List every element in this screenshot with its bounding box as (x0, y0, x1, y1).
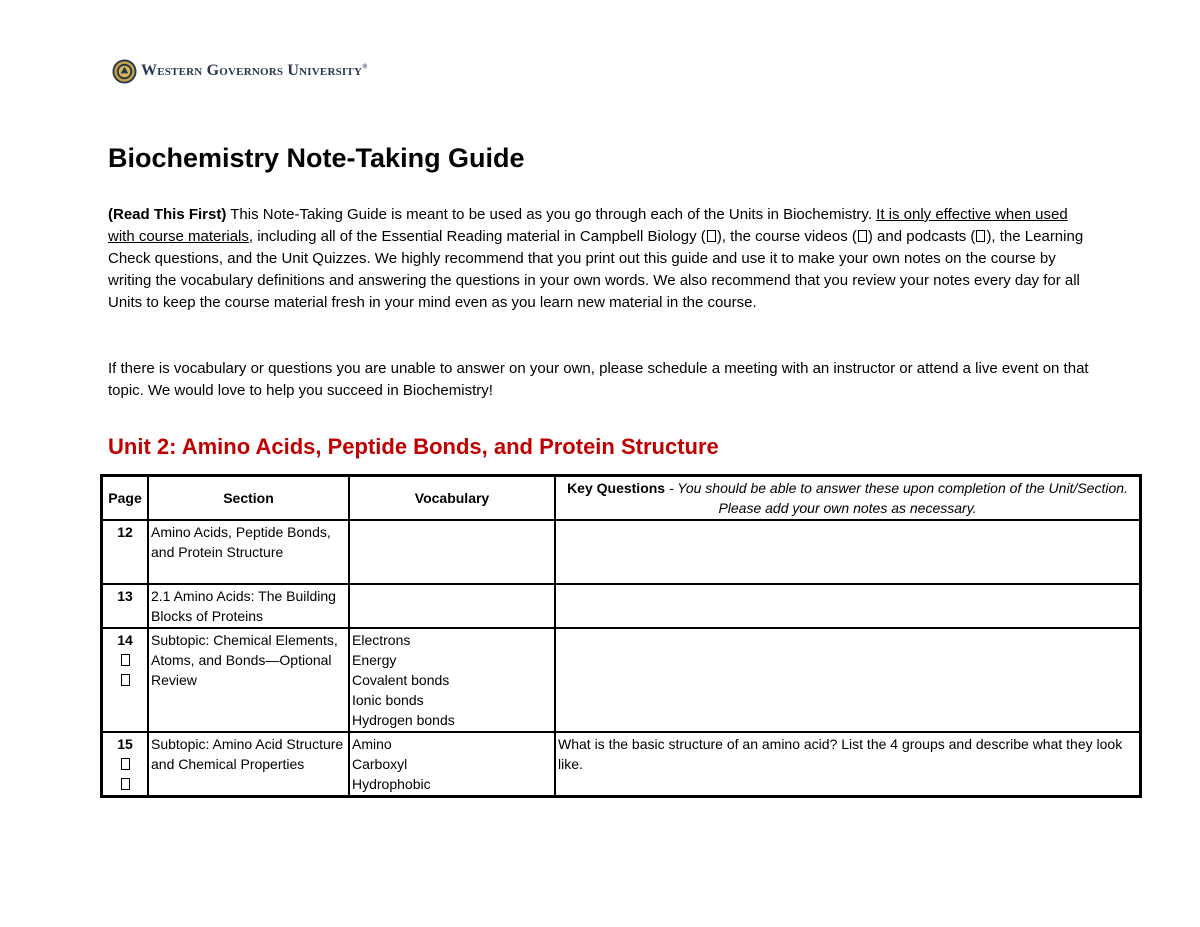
section-cell: Subtopic: Amino Acid Structure and Chemical Properties (148, 732, 349, 797)
vocab-term: Hydrogen bonds (352, 712, 455, 728)
unit-heading: Unit 2: Amino Acids, Peptide Bonds, and Protein Structure (108, 434, 719, 459)
note-taking-table (100, 474, 1142, 798)
video-icon (121, 778, 130, 790)
table-header-row (102, 476, 1141, 521)
help-paragraph: If there is vocabulary or questions you are unable to answer on your own, please schedule a meeting with an instructor or attend a live event on that topic. We would love to help you succeed in Biochemistry! (108, 360, 1089, 399)
table-row (102, 584, 1141, 628)
page-number: 14 (102, 628, 149, 732)
vocab-term: Ionic bonds (352, 692, 424, 708)
section-cell: Subtopic: Chemical Elements, Atoms, and Bonds—Optional Review (148, 628, 349, 732)
intro-lead: (Read This First) (108, 206, 227, 223)
question-cell: What is the basic structure of an amino acid? List the 4 groups and describe what they look like. (555, 732, 1141, 797)
vocab-term: Electrons (352, 632, 411, 648)
section-cell: 2.1 Amino Acids: The Building Blocks of Proteins (148, 584, 349, 628)
section-cell: Amino Acids, Peptide Bonds, and Protein Structure (148, 520, 349, 584)
vocab-term: Covalent bonds (352, 672, 450, 688)
podcast-icon (976, 230, 985, 242)
institution-name: Western Governors University® (141, 62, 368, 79)
vocab-cell (349, 628, 555, 732)
vocab-cell (349, 732, 555, 797)
video-icon (121, 674, 130, 686)
page-number: 13 (102, 584, 149, 628)
video-icon (858, 230, 867, 242)
vocab-term: Amino (352, 736, 392, 752)
vocab-term: Carboxyl (352, 756, 408, 772)
header-section: Section (148, 476, 349, 521)
page-number: 15 (102, 732, 149, 797)
table-row (102, 520, 1141, 584)
question-cell (555, 628, 1141, 732)
vocab-cell (349, 584, 555, 628)
table-row (102, 628, 1141, 732)
question-cell (555, 520, 1141, 584)
university-seal-icon (112, 59, 137, 84)
reading-icon (121, 654, 130, 666)
vocab-cell (349, 520, 555, 584)
header-vocabulary: Vocabulary (349, 476, 555, 521)
header-page: Page (102, 476, 149, 521)
question-cell (555, 584, 1141, 628)
page-number: 12 (102, 520, 149, 584)
table-row (102, 732, 1141, 797)
vocab-term: Energy (352, 652, 397, 668)
wgu-logo (112, 58, 368, 84)
intro-paragraph: (Read This First) This Note-Taking Guide is meant to be used as you go through each of the Units in Biochemistry. It is only effective when used with course materials, including all of the Essential Reading material in Campbell Biology ( ), the course videos ( ) and podcasts ( ), the Learning Check questions, and the Unit Quizzes. We highly recommend that you print out this guide and use it to make your own notes on the course by writing the vocabulary definitions and answering the questions in your own words. We also recommend that you review your notes every day for all Units to keep the course material fresh in your mind even as you learn new material in the course. (108, 206, 1084, 311)
vocab-term: Hydrophobic (352, 776, 431, 792)
document-title: Biochemistry Note-Taking Guide (108, 143, 525, 173)
intro-emphasis: It is only effective when used with course materials (108, 206, 1068, 245)
reading-icon (121, 758, 130, 770)
reading-icon (707, 230, 716, 242)
header-key-questions: Key Questions - You should be able to answer these upon completion of the Unit/Section. Please add your own notes as necessary. (555, 476, 1141, 521)
